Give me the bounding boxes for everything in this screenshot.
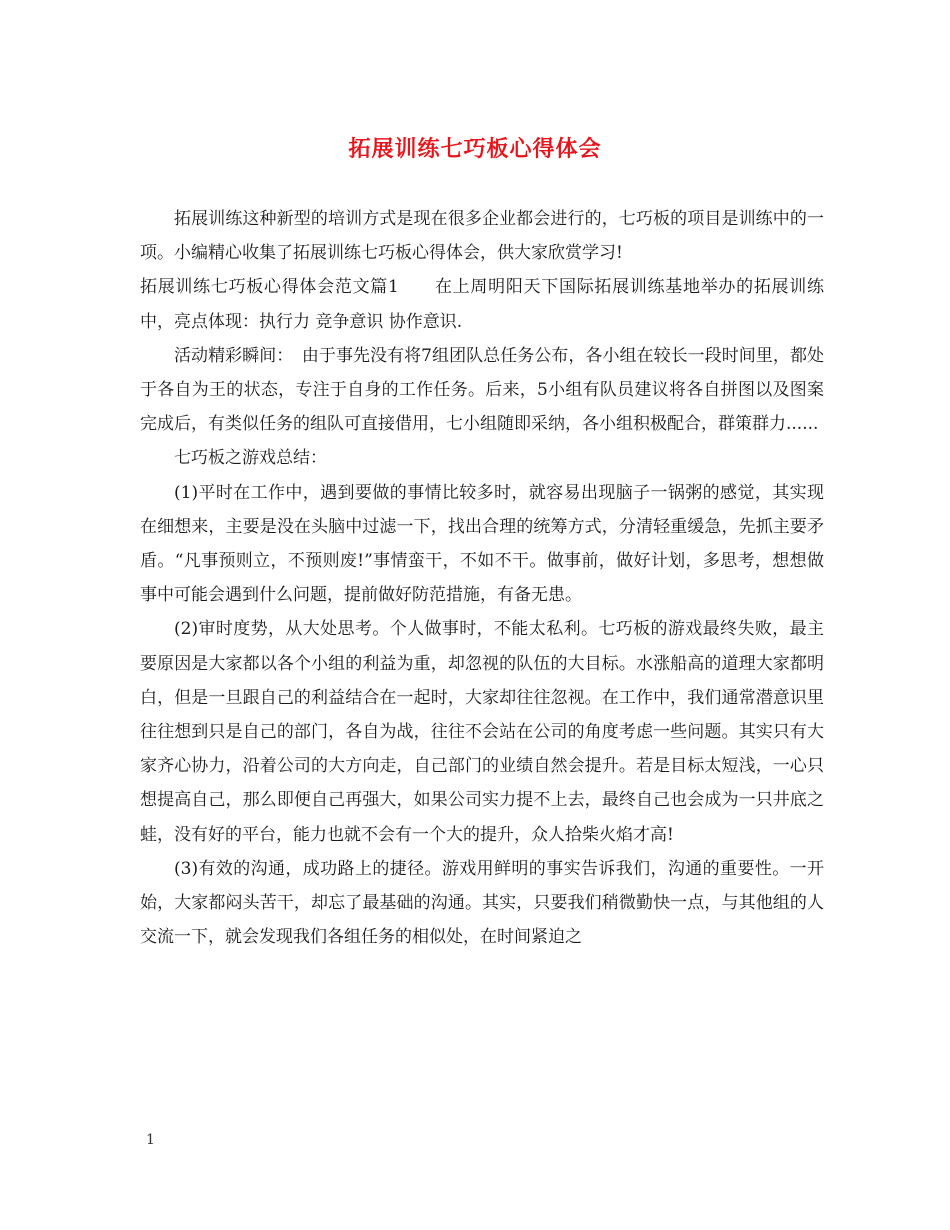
paragraph-intro: 拓展训练这种新型的培训方式是现在很多企业都会进行的，七巧板的项目是训练中的一项。小编精心收集了拓展训练七巧板心得体会，供大家欣赏学习! bbox=[140, 209, 824, 264]
paragraph-point-3: (3)有效的沟通，成功路上的捷径。游戏用鲜明的事实告诉我们，沟通的重要性。一开始，大家都闷头苦干，却忘了最基础的沟通。其实，只要我们稍微勤快一点，与其他组的人交流一下，就会发现我们各组任务的相似处，在时间紧迫之 bbox=[140, 858, 824, 948]
paragraph-highlights: 活动精彩瞬间： 由于事先没有将7组团队总任务公布，各小组在较长一段时间里，都处于各自为王的状态，专注于自身的工作任务。后来，5小组有队员建议将各自拼图以及图案完成后，有类似任务的组队可直接借用，七小组随即采纳，各小组积极配合，群策群力...... bbox=[140, 345, 824, 435]
paragraph-point-1: (1)平时在工作中，遇到要做的事情比较多时，就容易出现脑子一锅粥的感觉，其实现在细想来，主要是没在头脑中过滤一下，找出合理的统筹方式，分清轻重缓急，先抓主要矛盾。“凡事预则立，不预则废!”事情蛮干，不如不干。做事前，做好计划，多思考，想想做事中可能会遇到什么问题，提前做好防范措施，有备无患。 bbox=[140, 482, 824, 606]
document-title: 拓展训练七巧板心得体会 bbox=[348, 136, 602, 162]
paragraph-point-2: (2)审时度势，从大处思考。个人做事时，不能太私利。七巧板的游戏最终失败，最主要原因是大家都以各个小组的利益为重，却忽视的队伍的大目标。水涨船高的道理大家都明白，但是一旦跟自己的利益结合在一起时，大家却往往忽视。在工作中，我们通常潜意识里往往想到只是自己的部门，各自为战，往往不会站在公司的角度考虑一些问题。其实只有大家齐心协力，沿着公司的大方向走，自己部门的业绩自然会提升。若是目标太短浅，一心只想提高自己，那么即便自己再强大，如果公司实力提不上去，最终自己也会成为一只井底之蛙，没有好的平台，能力也就不会有一个大的提升，众人拾柴火焰才高! bbox=[140, 619, 824, 845]
paragraph-sample-heading: 拓展训练七巧板心得体会范文篇1 在上周明阳天下国际拓展训练基地举办的拓展训练中，亮点体现：执行力 竞争意识 协作意识. bbox=[140, 277, 824, 332]
document-body bbox=[140, 202, 824, 954]
paragraph-summary-heading: 七巧板之游戏总结： bbox=[174, 448, 327, 469]
page-number: 1 bbox=[146, 1132, 155, 1148]
